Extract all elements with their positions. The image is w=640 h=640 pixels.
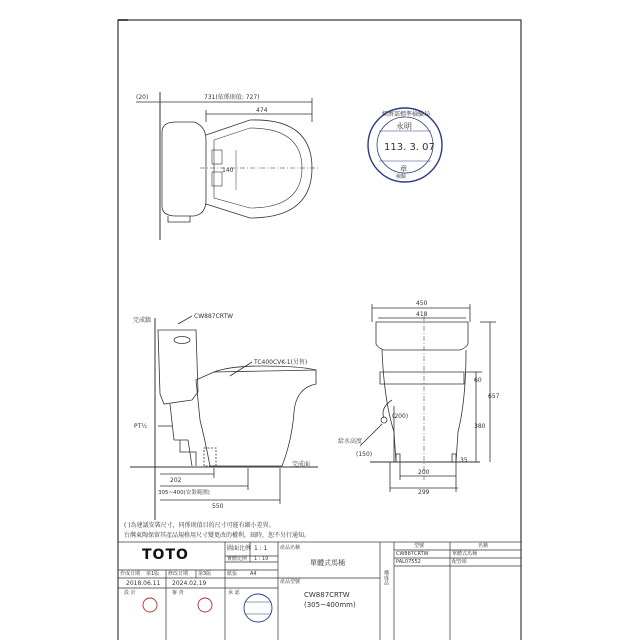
top-dim-center: 140 — [222, 167, 234, 174]
front-dim-299: 299 — [418, 489, 430, 496]
part-2: PAL07552 — [396, 559, 421, 565]
scale2-label: 實體比例 — [227, 556, 248, 562]
name-head: 名稱 — [478, 543, 489, 549]
model-range: (305~400mm) — [304, 601, 356, 609]
name-1: 單體式馬桶 — [452, 551, 478, 557]
check-label: 審 查 — [172, 590, 184, 596]
stamp-ring-text: 經濟部標準檢驗局 — [382, 111, 431, 118]
stamp-center: 永明 — [396, 122, 412, 131]
made-rev: 第1版 — [146, 571, 160, 577]
made-date: 2018.06.11 — [126, 580, 161, 587]
side-model-label: CW887CRTW — [194, 313, 234, 320]
stamp-bottom: 檢驗 — [396, 174, 407, 180]
front-dim-200: 200 — [418, 469, 430, 476]
note-line-2: 台灣東陶保留其產品規格用尺寸變更改的權利，屆時，恕不另行通知。 — [124, 532, 311, 539]
side-pt-label: PT½ — [134, 423, 148, 430]
brand-logo: TOTO — [142, 547, 189, 563]
top-dim-left: (20) — [136, 94, 149, 101]
side-dim-550: 550 — [212, 503, 224, 510]
paper-value: A4 — [250, 571, 257, 577]
side-seat-label: TC400CVK-1(另售) — [254, 359, 308, 366]
paper-label: 紙張 — [227, 571, 238, 577]
parts-side-label: 構成品 — [383, 570, 389, 585]
product-value: 單體式馬桶 — [310, 559, 345, 567]
front-dim-150: (150) — [356, 451, 373, 458]
front-dim-60: 60 — [474, 377, 482, 384]
part-1: CW887CRTW — [396, 551, 429, 557]
scale-value: 1 : 1 — [254, 545, 268, 552]
front-dim-35: 35 — [460, 457, 468, 464]
product-label: 產品名稱 — [280, 545, 301, 551]
approval-seals — [143, 598, 212, 612]
scale2-value: 1 : 10 — [254, 556, 269, 562]
model-label: 產品型號 — [280, 579, 301, 585]
inspection-seal-small — [244, 594, 272, 622]
stamp-chapter: 章 — [400, 165, 407, 173]
side-wall-label: 完成牆 — [133, 317, 152, 324]
name-2: 配管組 — [452, 559, 468, 565]
side-dim-202: 202 — [170, 477, 182, 484]
side-floor-label: 完成面 — [292, 461, 311, 468]
top-dim-seat: 474 — [256, 107, 268, 114]
rev-label: 修改日期 — [168, 571, 189, 577]
note-line-1: ( )為建議安裝尺寸，同係則值目的尺寸可能有細小差異。 — [124, 522, 275, 529]
part-head: 型號 — [414, 543, 425, 549]
scale-label: 圖面比例 — [227, 545, 252, 552]
front-dim-380: 380 — [474, 423, 486, 430]
front-dim-418: 418 — [416, 311, 428, 318]
made-label: 作成日期 — [120, 571, 141, 577]
front-dim-657: 657 — [488, 393, 500, 400]
design-label: 設 計 — [124, 590, 136, 596]
top-view — [136, 92, 320, 240]
model-value: CW887CRTW — [304, 591, 350, 599]
side-dim-range: 305~400(安裝範圍) — [158, 490, 210, 496]
front-drain-label: 給水高度 — [338, 438, 363, 445]
front-dim-450: 450 — [416, 300, 428, 307]
stamp-date: 113. 3. 07 — [384, 142, 435, 153]
front-dim-200-left: (200) — [392, 413, 409, 420]
rev-value: 第3版 — [198, 571, 212, 577]
front-view — [360, 304, 496, 492]
top-dim-total: 731(依係則值: 727) — [204, 94, 260, 101]
rev-date: 2024.02.19 — [172, 580, 207, 587]
approve-label: 承 認 — [228, 590, 240, 596]
